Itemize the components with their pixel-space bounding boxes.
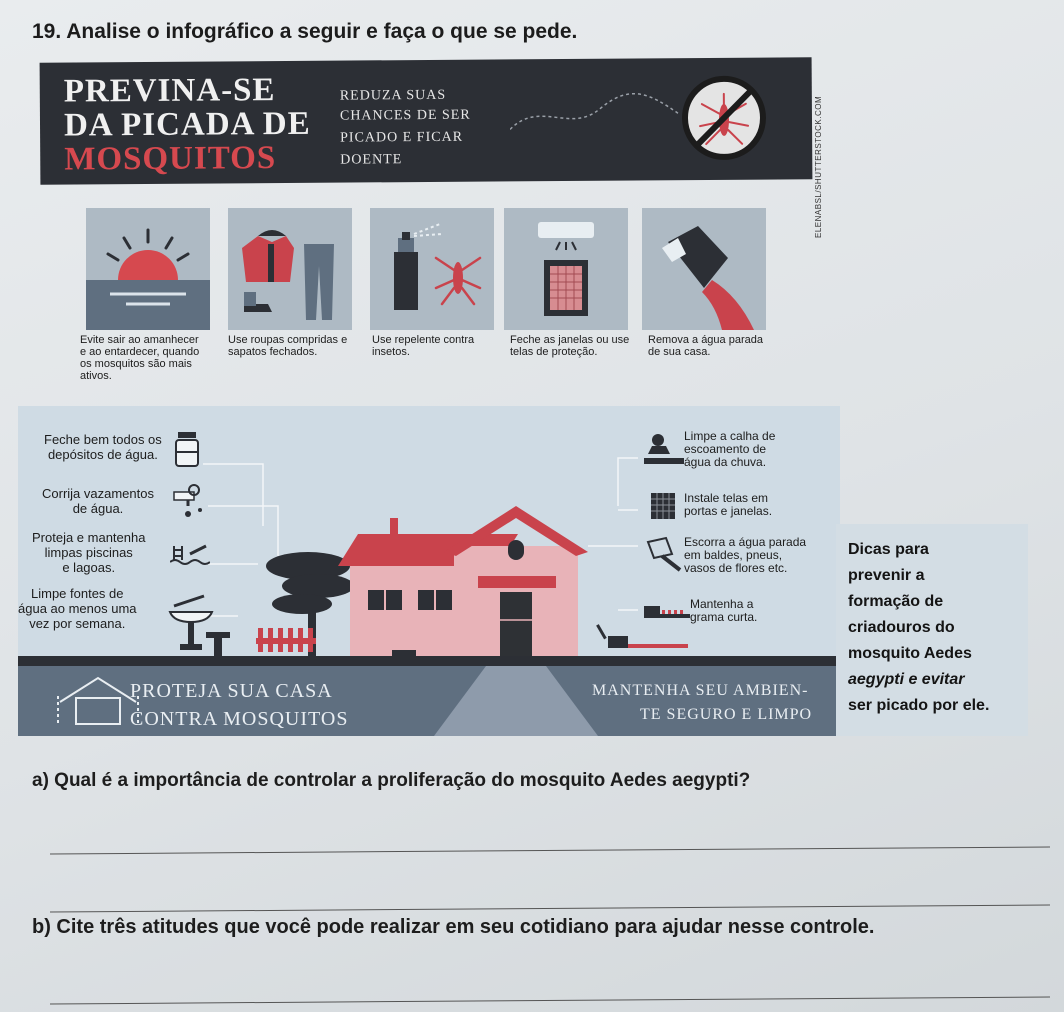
side-box-line: criadouros do	[848, 619, 955, 636]
lawnmower-icon	[644, 600, 690, 622]
tip-card-clothing	[228, 208, 352, 330]
tip-protect-pools: Proteja e mantenha limpas piscinas e lagoas.	[32, 530, 146, 575]
sunset-icon	[86, 208, 210, 330]
side-box-line: aegypti e evitar	[848, 671, 965, 688]
banner-subtitle-line: PICADO E FICAR	[340, 129, 464, 146]
question-title: 19. Analise o infográfico a seguir e faça o que se pede.	[32, 20, 578, 43]
tip-text-sunset: Evite sair ao amanhecer e ao entardecer, quando os mosquitos são mais ativos.	[80, 334, 200, 382]
banner-title-line: DA PICADA DE	[63, 105, 311, 144]
tip-fix-leaks: Corrija vazamentos de água.	[42, 486, 154, 516]
infographic-banner	[40, 57, 813, 184]
answer-line[interactable]	[50, 905, 1050, 913]
tip-card-repellent	[370, 208, 494, 330]
image-credit: ELENABSL/SHUTTERSTOCK.COM	[814, 95, 823, 238]
repellent-icon	[370, 208, 494, 330]
tip-text-water: Remova a água parada de sua casa.	[648, 334, 763, 358]
fence-icon	[256, 628, 316, 652]
tip-clean-gutter: Limpe a calha de escoamento de água da chuva.	[684, 429, 776, 469]
tip-drain-water: Escorra a água parada em baldes, pneus, vasos de flores etc.	[684, 535, 807, 575]
footer-left-line: CONTRA MOSQUITOS	[130, 708, 349, 730]
side-box-line: formação de	[848, 593, 944, 610]
footer-right-line: MANTENHA SEU AMBIEN-	[592, 682, 809, 699]
question-part-b: b) Cite três atitudes que você pode realizar em seu cotidiano para ajudar nesse controle.	[32, 916, 875, 938]
water-tank-icon	[172, 428, 202, 468]
side-box-line: Dicas para	[848, 541, 929, 558]
drain-bucket-icon	[644, 536, 686, 576]
banner-subtitle-line: REDUZA SUAS	[339, 87, 447, 104]
question-part-a: a) Qual é a importância de controlar a proliferação do mosquito Aedes aegypti?	[32, 770, 751, 791]
banner-subtitle-line: DOENTE	[340, 152, 403, 168]
tip-install-screens: Instale telas em portas e janelas.	[684, 491, 773, 518]
house-infographic	[18, 406, 840, 736]
remove-water-icon	[642, 208, 766, 330]
tip-text-repellent: Use repelente contra insetos.	[372, 334, 475, 358]
footer-left-line: PROTEJA SUA CASA	[130, 680, 333, 702]
answer-line[interactable]	[50, 847, 1050, 855]
footer-right-line: TE SEGURO E LIMPO	[640, 706, 813, 723]
answer-line[interactable]	[50, 997, 1050, 1005]
air-conditioner-icon	[504, 208, 628, 330]
no-mosquito-icon	[680, 74, 769, 163]
pool-icon	[170, 542, 210, 568]
side-box-tips	[836, 524, 1028, 736]
side-box-line: ser picado por ele.	[848, 697, 990, 714]
banner-title-line: PREVINA-SE	[63, 72, 276, 110]
clothing-icon	[228, 208, 352, 330]
gutter-icon	[644, 432, 684, 468]
side-box-line: prevenir a	[848, 567, 925, 584]
tip-clean-fountains: Limpe fontes de água ao menos uma vez por semana.	[18, 586, 137, 631]
tip-close-water-tank: Feche bem todos os depósitos de água.	[44, 432, 162, 462]
screen-icon	[650, 492, 676, 520]
tip-card-window	[504, 208, 628, 330]
faucet-icon	[172, 484, 206, 524]
tip-card-water	[642, 208, 766, 330]
banner-title-line: MOSQUITOS	[64, 140, 277, 178]
tip-text-window: Feche as janelas ou use telas de proteção.	[510, 334, 630, 358]
birdbath-icon	[168, 590, 214, 652]
flight-path-icon	[510, 88, 680, 139]
banner-subtitle-line: CHANCES DE SER	[339, 107, 471, 124]
tip-text-clothing: Use roupas compridas e sapatos fechados.	[228, 334, 348, 358]
tip-short-grass: Mantenha a grama curta.	[690, 597, 758, 624]
side-box-line: mosquito Aedes	[848, 645, 972, 662]
tip-card-sunset	[86, 208, 210, 330]
house-icon	[338, 506, 588, 656]
